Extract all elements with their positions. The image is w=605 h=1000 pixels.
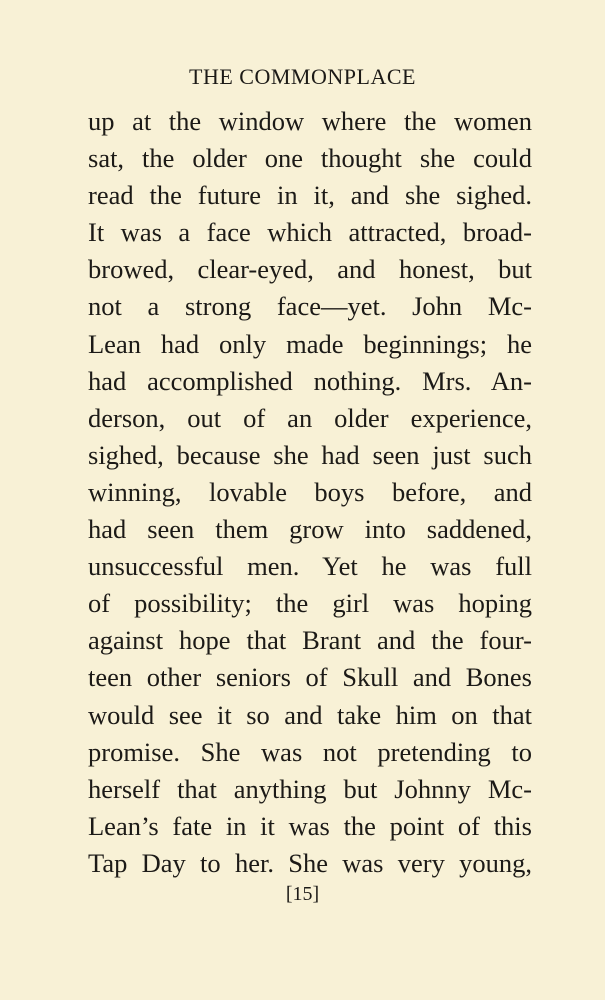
text-line: sighed, because she had seen just such (88, 439, 532, 470)
text-line: had accomplished nothing. Mrs. An- (88, 365, 532, 396)
text-line: had seen them grow into saddened, (88, 514, 532, 545)
text-line: Tap Day to her. She was very young, (88, 847, 532, 878)
text-line: against hope that Brant and the four- (88, 625, 532, 656)
text-line: browed, clear-eyed, and honest, but (88, 254, 532, 285)
text-line: not a strong face—yet. John Mc- (88, 291, 532, 322)
text-line: of possibility; the girl was hoping (88, 588, 532, 619)
body-text (88, 103, 532, 882)
text-line: herself that anything but Johnny Mc- (88, 773, 532, 804)
text-line: teen other seniors of Skull and Bones (88, 662, 532, 693)
running-title: THE COMMONPLACE (189, 64, 416, 89)
text-line: read the future in it, and she sighed. (88, 180, 532, 211)
text-line: Lean had only made beginnings; he (88, 328, 532, 359)
text-line: unsuccessful men. Yet he was full (88, 551, 532, 582)
text-line: winning, lovable boys before, and (88, 476, 532, 507)
page-number: [15] (285, 883, 320, 905)
text-line: up at the window where the women (88, 106, 532, 136)
text-line: It was a face which attracted, broad- (88, 217, 532, 248)
text-line: derson, out of an older experience, (88, 402, 532, 433)
text-line: sat, the older one thought she could (88, 143, 532, 174)
text-line: would see it so and take him on that (88, 699, 532, 730)
text-line: Lean’s fate in it was the point of this (88, 810, 532, 841)
text-line: promise. She was not pretending to (88, 736, 532, 767)
